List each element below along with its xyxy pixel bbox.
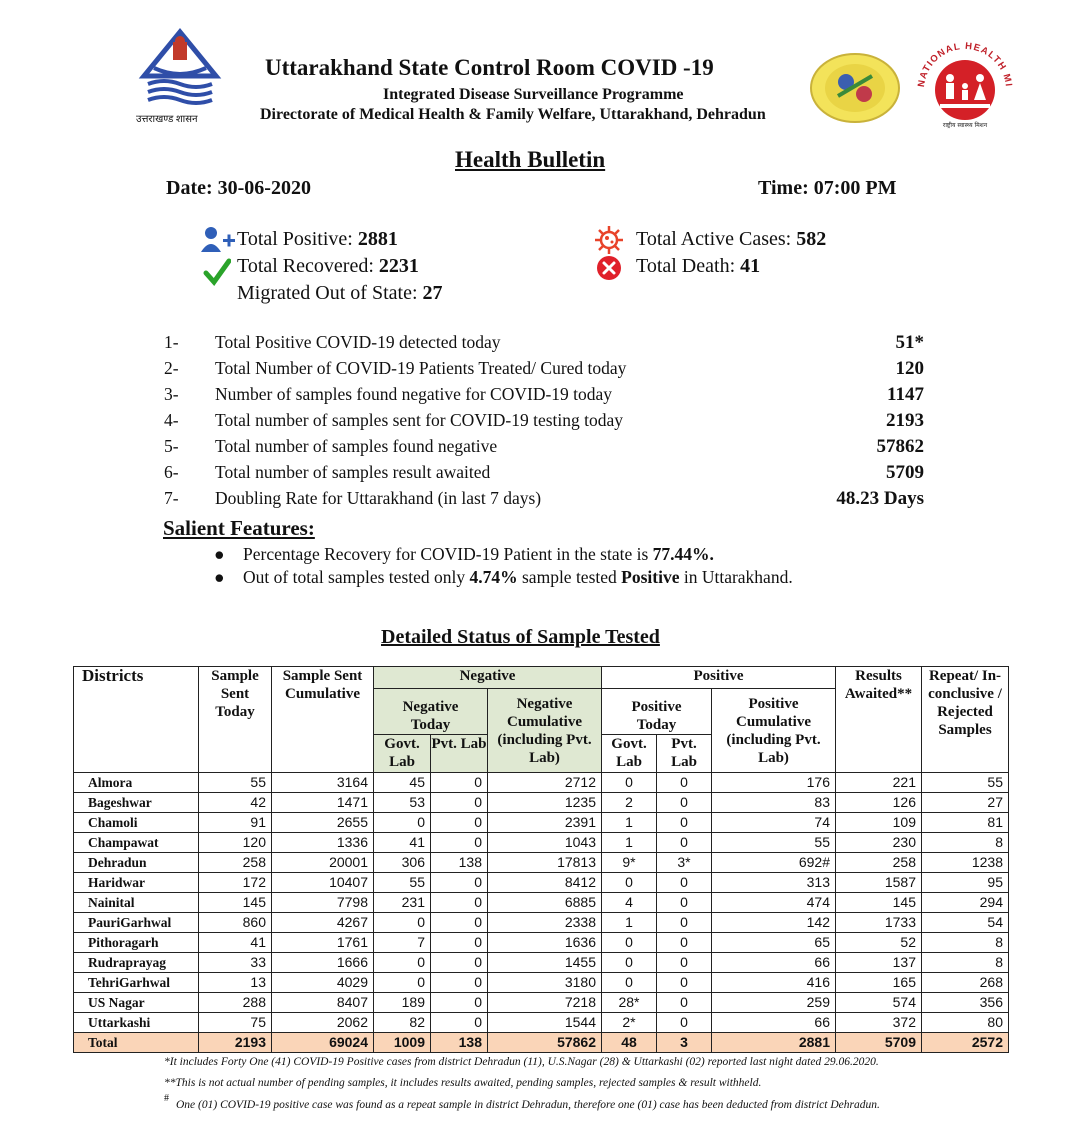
table-cell: 0 — [657, 993, 712, 1013]
sample-status-table — [73, 666, 1009, 1053]
header-positive-today: Positive Today — [602, 689, 712, 735]
table-cell: 0 — [431, 973, 488, 993]
table-cell: 41 — [374, 833, 431, 853]
table-cell: 0 — [431, 813, 488, 833]
table-cell: 0 — [431, 793, 488, 813]
table-cell: 2712 — [488, 773, 602, 793]
table-cell: 189 — [374, 993, 431, 1013]
table-cell: 1 — [602, 833, 657, 853]
stat-value: 1147 — [887, 384, 924, 405]
stat-label: Total number of samples result awaited — [215, 462, 491, 482]
table-cell: 74 — [712, 813, 836, 833]
table-cell: 0 — [657, 953, 712, 973]
table-total-row — [74, 1033, 1009, 1053]
district-name: Uttarkashi — [74, 1013, 199, 1033]
table-cell: 53 — [374, 793, 431, 813]
table-cell: 120 — [199, 833, 272, 853]
table-cell: 42 — [199, 793, 272, 813]
table-cell: 0 — [657, 813, 712, 833]
district-name: US Nagar — [74, 993, 199, 1013]
header-negative-today: Negative Today — [374, 689, 488, 735]
district-name: Chamoli — [74, 813, 199, 833]
table-cell: 3164 — [272, 773, 374, 793]
table-cell: 1238 — [922, 853, 1009, 873]
bullet-dot-icon: ● — [214, 567, 225, 587]
stat-value: 2193 — [886, 410, 924, 431]
stat-value: 57862 — [876, 436, 924, 457]
stat-row — [164, 332, 924, 358]
table-cell: 294 — [922, 893, 1009, 913]
table-cell: 0 — [657, 973, 712, 993]
header-pvt-lab: Pvt. Lab — [657, 735, 712, 773]
table-cell: 6885 — [488, 893, 602, 913]
table-cell: 1544 — [488, 1013, 602, 1033]
migrated-value: 27 — [422, 282, 443, 304]
total-active-label: Total Active Cases: — [636, 228, 792, 250]
table-cell: 221 — [836, 773, 922, 793]
total-active — [636, 228, 826, 251]
footnote-2: **This is not actual number of pending samples, it includes results awaited, pending samples, rejected samples & result withheld. — [164, 1077, 762, 1089]
table-cell: 81 — [922, 813, 1009, 833]
table-cell: 138 — [431, 1033, 488, 1053]
table-cell: 142 — [712, 913, 836, 933]
stat-row — [164, 436, 924, 462]
table-cell: 91 — [199, 813, 272, 833]
table-cell: 10407 — [272, 873, 374, 893]
table-cell: 8407 — [272, 993, 374, 1013]
table-cell: 0 — [431, 953, 488, 973]
district-name: Dehradun — [74, 853, 199, 873]
table-cell: 0 — [431, 933, 488, 953]
table-cell: 0 — [374, 813, 431, 833]
migrated-out — [237, 282, 443, 305]
table-cell: 95 — [922, 873, 1009, 893]
table-row — [74, 973, 1009, 993]
table-cell: 2062 — [272, 1013, 374, 1033]
table-row — [74, 1013, 1009, 1033]
table-cell: 145 — [199, 893, 272, 913]
table-cell: 230 — [836, 833, 922, 853]
stat-label: Doubling Rate for Uttarakhand (in last 7 days) — [215, 488, 542, 508]
table-cell: 0 — [374, 973, 431, 993]
table-cell: 313 — [712, 873, 836, 893]
district-name: Almora — [74, 773, 199, 793]
table-cell: 172 — [199, 873, 272, 893]
table-cell: 0 — [657, 933, 712, 953]
table-cell: 8 — [922, 833, 1009, 853]
svg-text:NATIONAL HEALTH MISSION: NATIONAL HEALTH MI — [915, 40, 1014, 88]
header-govt-lab: Govt. Lab — [602, 735, 657, 773]
table-row — [74, 853, 1009, 873]
footnote-3 — [164, 1097, 964, 1114]
table-cell: 1235 — [488, 793, 602, 813]
table-cell: 27 — [922, 793, 1009, 813]
district-name: Rudraprayag — [74, 953, 199, 973]
table-cell: 0 — [657, 833, 712, 853]
table-cell: 692# — [712, 853, 836, 873]
table-cell: 57862 — [488, 1033, 602, 1053]
salient-bold: 4.74% — [469, 567, 518, 587]
table-cell: 1043 — [488, 833, 602, 853]
table-cell: 0 — [374, 953, 431, 973]
table-cell: 288 — [199, 993, 272, 1013]
header-positive-cumulative: Positive Cumulative (including Pvt. Lab) — [712, 689, 836, 773]
table-cell: 0 — [657, 773, 712, 793]
table-cell: 860 — [199, 913, 272, 933]
table-cell: 0 — [602, 933, 657, 953]
table-cell: 20001 — [272, 853, 374, 873]
table-cell: 2193 — [199, 1033, 272, 1053]
table-cell: 7218 — [488, 993, 602, 1013]
table-cell: 82 — [374, 1013, 431, 1033]
table-cell: 75 — [199, 1013, 272, 1033]
table-cell: 13 — [199, 973, 272, 993]
table-cell: 33 — [199, 953, 272, 973]
table-cell: 55 — [922, 773, 1009, 793]
stat-value: 48.23 Days — [836, 488, 924, 509]
table-cell: 28* — [602, 993, 657, 1013]
stat-label: Number of samples found negative for COVID-19 today — [215, 384, 613, 404]
table-cell: 416 — [712, 973, 836, 993]
stat-value: 120 — [895, 358, 924, 379]
stat-number: 5- — [164, 436, 179, 456]
table-cell: 17813 — [488, 853, 602, 873]
table-cell: 8 — [922, 933, 1009, 953]
bullet-dot-icon: ● — [214, 544, 225, 564]
salient-text: Out of total samples tested only — [243, 567, 470, 587]
table-row — [74, 933, 1009, 953]
table-cell: 2 — [602, 793, 657, 813]
table-cell: 258 — [199, 853, 272, 873]
table-cell: 372 — [836, 1013, 922, 1033]
table-row — [74, 873, 1009, 893]
table-cell: 0 — [431, 893, 488, 913]
table-cell: 2338 — [488, 913, 602, 933]
table-cell: 0 — [602, 873, 657, 893]
table-cell: 258 — [836, 853, 922, 873]
footnote-3-mark: # — [164, 1093, 169, 1104]
table-cell: 0 — [657, 1013, 712, 1033]
total-active-value: 582 — [796, 228, 827, 250]
header-sent-today: Sample Sent Today — [199, 667, 272, 773]
table-cell: 1636 — [488, 933, 602, 953]
total-recovered-value: 2231 — [378, 255, 419, 277]
table-cell: 41 — [199, 933, 272, 953]
close-circle-icon — [596, 255, 622, 286]
stat-label: Total Number of COVID-19 Patients Treated/ Cured today — [215, 358, 627, 378]
stat-row — [164, 410, 924, 436]
table-cell: 1009 — [374, 1033, 431, 1053]
table-cell: 1471 — [272, 793, 374, 813]
table-cell: 145 — [836, 893, 922, 913]
header-repeat-rejected: Repeat/ In-conclusive / Rejected Samples — [922, 667, 1009, 773]
salient-bold: 77.44%. — [652, 544, 714, 564]
salient-text: in Uttarakhand. — [679, 567, 793, 587]
stat-number: 3- — [164, 384, 179, 404]
table-row — [74, 993, 1009, 1013]
govt-logo — [134, 28, 226, 112]
stat-label: Total number of samples sent for COVID-19 testing today — [215, 410, 624, 430]
bulletin-date: Date: 30-06-2020 — [166, 177, 311, 199]
table-row — [74, 833, 1009, 853]
check-icon — [203, 258, 231, 291]
table-cell: 2572 — [922, 1033, 1009, 1053]
idsp-logo — [808, 52, 902, 124]
table-cell: 0 — [602, 973, 657, 993]
table-cell: 1336 — [272, 833, 374, 853]
table-cell: 0 — [431, 993, 488, 1013]
table-cell: 126 — [836, 793, 922, 813]
table-cell: 268 — [922, 973, 1009, 993]
table-cell: 3* — [657, 853, 712, 873]
table-cell: 4267 — [272, 913, 374, 933]
table-cell: 3180 — [488, 973, 602, 993]
header-govt-lab: Govt. Lab — [374, 735, 431, 773]
stat-row — [164, 358, 924, 384]
table-cell: 48 — [602, 1033, 657, 1053]
district-name: TehriGarhwal — [74, 973, 199, 993]
positive-icon — [201, 226, 237, 257]
total-positive-value: 2881 — [357, 228, 398, 250]
table-cell: 0 — [431, 873, 488, 893]
table-cell: 9* — [602, 853, 657, 873]
table-cell: 0 — [657, 913, 712, 933]
header-pvt-lab: Pvt. Lab — [431, 735, 488, 773]
table-cell: 8 — [922, 953, 1009, 973]
total-recovered-label: Total Recovered: — [237, 255, 374, 277]
stat-number: 2- — [164, 358, 179, 378]
table-cell: 83 — [712, 793, 836, 813]
subtitle-directorate: Directorate of Medical Health & Family Welfare, Uttarakhand, Dehradun — [260, 106, 766, 123]
table-cell: 0 — [657, 873, 712, 893]
district-name: Haridwar — [74, 873, 199, 893]
table-cell: 1587 — [836, 873, 922, 893]
total-recovered — [237, 255, 419, 278]
table-cell: 1733 — [836, 913, 922, 933]
header-negative-cumulative: Negative Cumulative (including Pvt. Lab) — [488, 689, 602, 773]
table-cell: 1 — [602, 913, 657, 933]
total-death-value: 41 — [740, 255, 761, 277]
table-row — [74, 913, 1009, 933]
stat-row — [164, 462, 924, 488]
table-cell: 45 — [374, 773, 431, 793]
table-cell: 4029 — [272, 973, 374, 993]
table-cell: 7 — [374, 933, 431, 953]
table-cell: 306 — [374, 853, 431, 873]
district-name: Total — [74, 1033, 199, 1053]
table-cell: 2881 — [712, 1033, 836, 1053]
stat-number: 4- — [164, 410, 179, 430]
table-cell: 5709 — [836, 1033, 922, 1053]
table-cell: 8412 — [488, 873, 602, 893]
total-positive-label: Total Positive: — [237, 228, 353, 250]
govt-logo-caption: उत्तराखण्ड शासन — [136, 114, 198, 125]
table-cell: 0 — [431, 1013, 488, 1033]
header-districts: Districts — [74, 667, 199, 773]
district-name: PauriGarhwal — [74, 913, 199, 933]
table-cell: 2* — [602, 1013, 657, 1033]
table-cell: 176 — [712, 773, 836, 793]
table-cell: 3 — [657, 1033, 712, 1053]
district-name: Bageshwar — [74, 793, 199, 813]
table-cell: 65 — [712, 933, 836, 953]
table-cell: 231 — [374, 893, 431, 913]
table-cell: 0 — [657, 793, 712, 813]
stat-row — [164, 488, 924, 514]
table-cell: 52 — [836, 933, 922, 953]
header-results-awaited: Results Awaited** — [836, 667, 922, 773]
table-row — [74, 813, 1009, 833]
table-cell: 0 — [602, 953, 657, 973]
table-row — [74, 793, 1009, 813]
table-cell: 1666 — [272, 953, 374, 973]
stat-label: Total Positive COVID-19 detected today — [215, 332, 501, 352]
subtitle-programme: Integrated Disease Surveillance Programme — [383, 86, 684, 103]
district-name: Champawat — [74, 833, 199, 853]
table-row — [74, 953, 1009, 973]
table-heading: Detailed Status of Sample Tested — [381, 626, 660, 648]
table-cell: 2391 — [488, 813, 602, 833]
table-cell: 0 — [431, 833, 488, 853]
table-cell: 54 — [922, 913, 1009, 933]
total-death-label: Total Death: — [636, 255, 736, 277]
table-cell: 259 — [712, 993, 836, 1013]
table-cell: 109 — [836, 813, 922, 833]
total-positive — [237, 228, 398, 251]
table-cell: 137 — [836, 953, 922, 973]
svg-text:राष्ट्रीय स्वास्थ्य मिशन: राष्ट्रीय स्वास्थ्य मिशन — [942, 122, 988, 129]
table-cell: 356 — [922, 993, 1009, 1013]
table-cell: 0 — [431, 913, 488, 933]
table-cell: 474 — [712, 893, 836, 913]
bulletin-time: Time: 07:00 PM — [758, 177, 897, 199]
stat-number: 6- — [164, 462, 179, 482]
header-negative: Negative — [374, 667, 602, 689]
table-cell: 1761 — [272, 933, 374, 953]
migrated-label: Migrated Out of State: — [237, 282, 418, 304]
page-title: Uttarakhand State Control Room COVID -19 — [265, 55, 714, 80]
nhm-logo — [910, 28, 1020, 132]
table-row — [74, 773, 1009, 793]
table-cell: 55 — [199, 773, 272, 793]
stat-value: 51* — [895, 332, 924, 353]
table-cell: 574 — [836, 993, 922, 1013]
table-cell: 69024 — [272, 1033, 374, 1053]
table-cell: 1455 — [488, 953, 602, 973]
table-cell: 138 — [431, 853, 488, 873]
stat-value: 5709 — [886, 462, 924, 483]
table-row — [74, 893, 1009, 913]
salient-heading: Salient Features: — [163, 516, 315, 540]
table-cell: 165 — [836, 973, 922, 993]
stat-number: 7- — [164, 488, 179, 508]
district-name: Pithoragarh — [74, 933, 199, 953]
table-cell: 66 — [712, 1013, 836, 1033]
table-cell: 0 — [602, 773, 657, 793]
table-cell: 66 — [712, 953, 836, 973]
bulletin-heading: Health Bulletin — [455, 147, 606, 172]
table-cell: 80 — [922, 1013, 1009, 1033]
footnote-1: *It includes Forty One (41) COVID-19 Positive cases from district Dehradun (11), U.S.Nagar (28) & Uttarkashi (02) reported last night dated 29.06.2020. — [164, 1056, 879, 1068]
stat-number: 1- — [164, 332, 179, 352]
table-cell: 55 — [712, 833, 836, 853]
table-cell: 0 — [374, 913, 431, 933]
salient-text: Percentage Recovery for COVID-19 Patient in the state is — [243, 544, 653, 564]
table-cell: 1 — [602, 813, 657, 833]
table-cell: 4 — [602, 893, 657, 913]
header-sent-cumulative: Sample Sent Cumulative — [272, 667, 374, 773]
district-name: Nainital — [74, 893, 199, 913]
salient-text: sample tested — [517, 567, 622, 587]
table-cell: 0 — [657, 893, 712, 913]
total-death — [636, 255, 760, 278]
table-cell: 55 — [374, 873, 431, 893]
table-cell: 0 — [431, 773, 488, 793]
header-positive: Positive — [602, 667, 836, 689]
table-cell: 2655 — [272, 813, 374, 833]
stat-row — [164, 384, 924, 410]
footnote-3-text: One (01) COVID-19 positive case was found as a repeat sample in district Dehradun, therefore one (01) case has been deducted from district Dehradun. — [176, 1099, 880, 1111]
table-cell: 7798 — [272, 893, 374, 913]
salient-bold: Positive — [621, 567, 680, 587]
stat-label: Total number of samples found negative — [215, 436, 498, 456]
